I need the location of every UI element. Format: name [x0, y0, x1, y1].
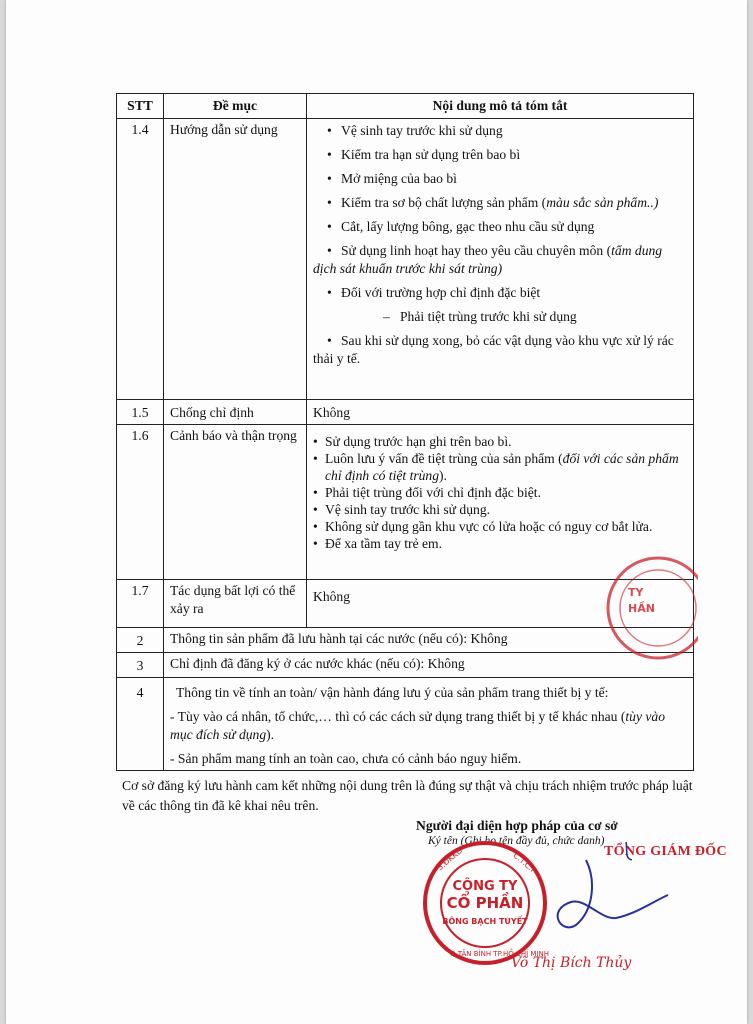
row-number: 4	[117, 678, 164, 771]
row-heading: Tác dụng bất lợi có thể xảy ra	[164, 580, 307, 628]
svg-text:Q.TÂN BÌNH TP.HỒ CHÍ MINH: Q.TÂN BÌNH TP.HỒ CHÍ MINH	[450, 950, 549, 958]
table-row	[117, 678, 694, 771]
representative-title: Người đại diện hợp pháp của cơ sở	[416, 818, 618, 833]
svg-text:S.ĐKKD: S.ĐKKD	[435, 845, 465, 873]
partial-seal-image	[606, 548, 698, 668]
row-content	[164, 678, 694, 771]
signer-name: Võ Thị Bích Thủy	[511, 955, 632, 971]
warning-list	[313, 433, 687, 552]
row-content	[307, 119, 694, 400]
row-content: Thông tin sản phẩm đã lưu hành tại các nước (nếu có): Không	[164, 628, 694, 653]
row-heading: Chống chỉ định	[164, 400, 307, 425]
row-number: 2	[117, 628, 164, 653]
list-item: • Luôn lưu ý vấn đề tiệt trùng của sản phẩm (đối với các sản phẩm chỉ định có tiệt trùng).	[313, 451, 679, 483]
signature-image	[476, 840, 676, 950]
commitment-text: Cơ sở đăng ký lưu hành cam kết những nội dung trên là đúng sự thật và chịu trách nhiệm trước pháp luật về các thông tin đã kê khai nêu trên.	[122, 778, 693, 813]
svg-text:TY: TY	[628, 586, 644, 599]
info-table	[116, 93, 694, 771]
list-item: • Sau khi sử dụng xong, bỏ các vật dụng vào khu vực xử lý rác thải y tế.	[313, 333, 674, 366]
row-heading: Cảnh báo và thận trọng	[164, 425, 307, 580]
list-item-dash: – Phải tiệt trùng trước khi sử dụng	[383, 309, 577, 324]
row-number: 1.7	[117, 580, 164, 628]
row-content: Không	[307, 580, 694, 628]
list-item: • Đối với trường hợp chỉ định đặc biệt	[327, 285, 541, 300]
list-item: • Kiểm tra hạn sử dụng trên bao bì	[327, 147, 521, 162]
col-stt-header: STT	[117, 94, 164, 119]
document-page	[6, 0, 747, 1024]
list-item: • Mở miệng của bao bì	[327, 171, 457, 186]
list-item: • Kiểm tra sơ bộ chất lượng sản phẩm (màu sắc sản phẩm..)	[327, 195, 659, 210]
safety-line-2: - Tùy vào cá nhân, tổ chức,… thì có các cách sử dụng trang thiết bị y tế khác nhau (tùy vào mục đích sử dụng).	[170, 709, 666, 742]
table-header-row	[117, 94, 694, 119]
list-item: • Vệ sinh tay trước khi sử dụng	[327, 123, 503, 138]
row-number: 1.4	[117, 119, 164, 400]
list-item: • Cắt, lấy lượng bông, gạc theo nhu cầu sử dụng	[327, 219, 595, 234]
safety-line-1: Thông tin về tính an toàn/ vận hành đáng lưu ý của sản phẩm trang thiết bị y tế:	[176, 685, 609, 700]
svg-text:C.T.C.P: C.T.C.P	[511, 850, 539, 876]
svg-text:CỔ PHẦN: CỔ PHẦN	[446, 894, 524, 912]
svg-text:HẦN: HẦN	[628, 602, 655, 615]
list-item: • Không sử dụng gần khu vực có lửa hoặc có nguy cơ bắt lửa.	[313, 519, 653, 534]
col-content-header: Nội dung mô tả tóm tắt	[307, 94, 694, 119]
row-heading: Hướng dẫn sử dụng	[164, 119, 307, 400]
row-number: 1.5	[117, 400, 164, 425]
sign-note: Ký tên (Ghi họ tên đầy đủ, chức danh)	[428, 835, 605, 847]
list-item: • Sử dụng linh hoạt hay theo yêu cầu chuyên môn (tẩm dung dịch sát khuẩn trước khi sát trùng)	[313, 243, 663, 276]
list-item: • Phải tiệt trùng đối với chỉ định đặc biệt.	[313, 485, 541, 500]
position-stamp: TỔNG GIÁM ĐỐC	[604, 844, 727, 859]
table-row	[117, 119, 694, 400]
row-number: 1.6	[117, 425, 164, 580]
svg-text:CÔNG TY: CÔNG TY	[452, 879, 518, 894]
table-row	[117, 400, 694, 425]
row-number: 3	[117, 653, 164, 678]
list-item: • Vệ sinh tay trước khi sử dụng.	[313, 502, 491, 517]
row-content: Chỉ định đã đăng ký ở các nước khác (nếu có): Không	[164, 653, 694, 678]
list-item: • Sử dụng trước hạn ghi trên bao bì.	[313, 434, 512, 449]
safety-line-3: - Sản phẩm mang tính an toàn cao, chưa có cảnh báo nguy hiểm.	[170, 751, 522, 766]
row-content: Không	[307, 400, 694, 425]
usage-list	[313, 122, 687, 368]
col-heading-header: Đề mục	[164, 94, 307, 119]
svg-text:BÔNG BẠCH TUYẾT: BÔNG BẠCH TUYẾT	[442, 917, 528, 926]
list-item: • Để xa tầm tay trẻ em.	[313, 536, 443, 551]
